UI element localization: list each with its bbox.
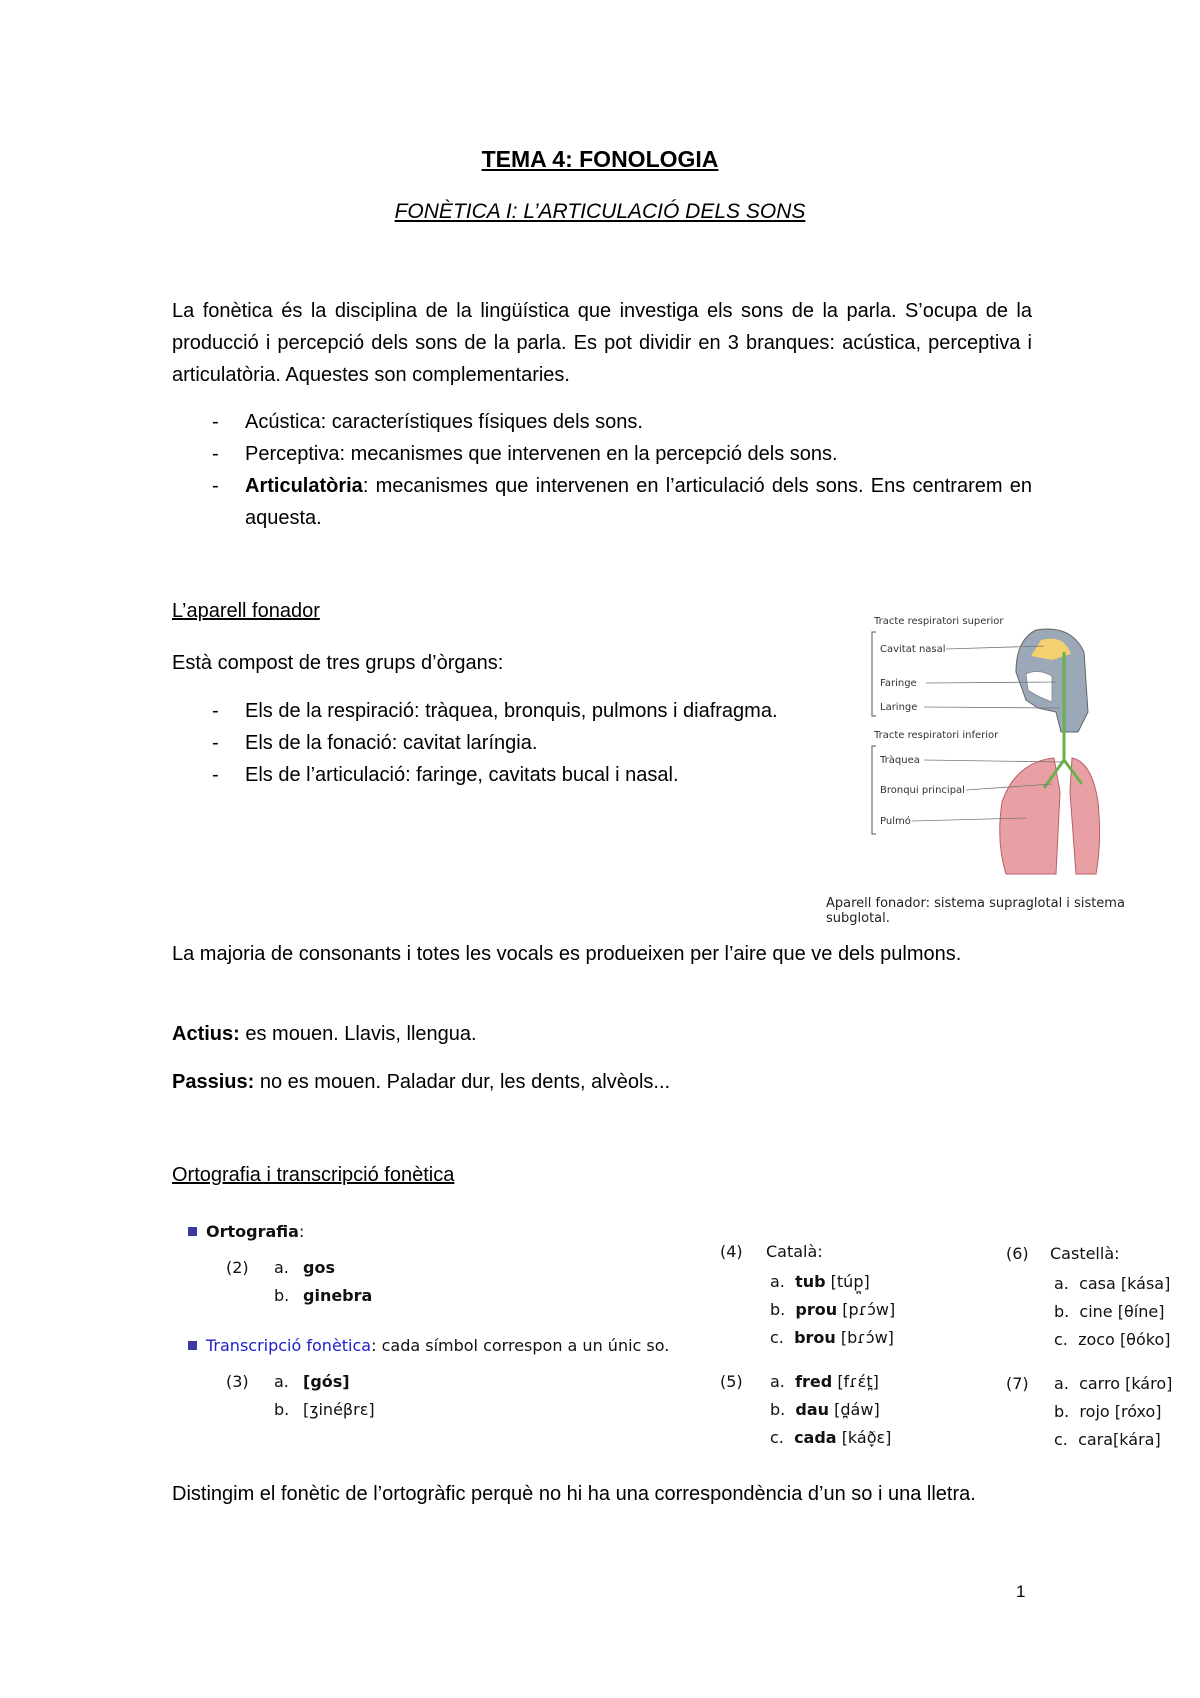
- example-3b-word: [ʒinéβrɛ]: [303, 1400, 375, 1419]
- label-nasal-cavity: Cavitat nasal: [880, 644, 946, 655]
- actius-line: Actius: es mouen. Llavis, llengua.: [172, 1023, 477, 1045]
- example-2a-word: gos: [303, 1258, 335, 1277]
- example-4c: c. brou [bɾɔ́w]: [770, 1328, 894, 1347]
- square-bullet-icon: [188, 1227, 197, 1236]
- bracket-lower: [872, 746, 876, 834]
- page-subtitle: FONÈTICA I: L’ARTICULACIÓ DELS SONS: [394, 200, 806, 223]
- example-5-num: (5): [720, 1372, 743, 1391]
- example-4-num: (4): [720, 1242, 743, 1261]
- example-3-num: (3): [226, 1372, 249, 1391]
- list-item: - Els de l’articulació: faringe, cavitats bucal i nasal.: [212, 764, 679, 786]
- label-larynx: Laringe: [880, 702, 918, 713]
- aparell-lead: Està compost de tres grups d’òrgans:: [172, 652, 504, 674]
- example-5b: b. dau [d̪áw]: [770, 1400, 880, 1419]
- label-pharynx: Faringe: [880, 678, 917, 689]
- list-item: - Acústica: característiques físiques dels sons.: [212, 411, 643, 433]
- passius-line: Passius: no es mouen. Paladar dur, les dents, alvèols...: [172, 1071, 671, 1093]
- list-item: - Els de la respiració: tràquea, bronquis, pulmons i diafragma.: [212, 700, 778, 722]
- example-4b: b. prou [pɾɔ́w]: [770, 1300, 896, 1319]
- intro-paragraph: La fonètica és la disciplina de la lingüística que investiga els sons de la parla. S’ocupa de la producció i percepció dels sons de la parla. Es pot dividir en 3 branques: acústica, perceptiva i articulatòria. Aquestes son complementaries.: [172, 300, 1032, 386]
- section-heading-aparell: L’aparell fonador: [172, 600, 320, 622]
- label-lower-tract: Tracte respiratori inferior: [874, 730, 999, 741]
- example-2b-label: b.: [274, 1286, 290, 1305]
- example-7b: b. rojo [róxo]: [1054, 1402, 1162, 1421]
- example-6a: a. casa [kása]: [1054, 1274, 1171, 1293]
- transcripcio-bullet: Transcripció fonètica: cada símbol correspon a un únic so.: [188, 1336, 669, 1355]
- label-lung: Pulmó: [880, 816, 911, 827]
- example-7a: a. carro [káro]: [1054, 1374, 1173, 1393]
- example-2-num: (2): [226, 1258, 249, 1277]
- square-bullet-icon: [188, 1341, 197, 1350]
- example-6-num: (6): [1006, 1244, 1029, 1263]
- example-3a-word: [gós]: [303, 1372, 350, 1391]
- list-item: - Perceptiva: mecanismes que intervenen en la percepció dels sons.: [212, 443, 838, 465]
- example-2a-label: a.: [274, 1258, 289, 1277]
- example-2b-word: ginebra: [303, 1286, 373, 1305]
- list-item: - Els de la fonació: cavitat laríngia.: [212, 732, 538, 754]
- bracket-upper: [872, 632, 876, 716]
- example-3b-label: b.: [274, 1400, 290, 1419]
- example-5c: c. cada [káð̞ɛ]: [770, 1428, 892, 1447]
- example-4-lang: Català:: [766, 1242, 823, 1261]
- example-7-num: (7): [1006, 1374, 1029, 1393]
- label-upper-tract: Tracte respiratori superior: [874, 616, 1004, 627]
- example-5a: a. fred [fɾɛ́t̪]: [770, 1372, 879, 1391]
- label-bronchus: Bronqui principal: [880, 785, 965, 796]
- organs-list: [172, 695, 809, 791]
- branches-list: [172, 406, 1032, 534]
- aparell-fonador-diagram: [866, 612, 1106, 882]
- example-6b: b. cine [θíne]: [1054, 1302, 1165, 1321]
- example-3a-label: a.: [274, 1372, 289, 1391]
- consonants-paragraph: La majoria de consonants i totes les vocals es produeixen per l’aire que ve dels pulmons.: [172, 943, 962, 965]
- distingim-paragraph: Distingim el fonètic de l’ortogràfic perquè no hi ha una correspondència d’un so i una lletra.: [172, 1483, 976, 1505]
- example-6-lang: Castellà:: [1050, 1244, 1120, 1263]
- list-item: - Articulatòria: mecanismes que intervenen en l’articulació dels sons. Ens centrarem en aquesta.: [212, 475, 1032, 529]
- section-heading-ortografia: Ortografia i transcripció fonètica: [172, 1164, 455, 1186]
- example-7c: c. cara[kára]: [1054, 1430, 1161, 1449]
- ortografia-bullet: Ortografia:: [188, 1222, 304, 1241]
- example-6c: c. zoco [θóko]: [1054, 1330, 1171, 1349]
- figure-caption: Aparell fonador: sistema supraglotal i sistema subglotal.: [826, 896, 1125, 926]
- left-lung-shape: [1000, 758, 1060, 874]
- label-trachea: Tràquea: [880, 755, 920, 766]
- example-4a: a. tub [túp̪]: [770, 1272, 870, 1291]
- page-title: TEMA 4: FONOLOGIA: [481, 146, 719, 172]
- page-number: 1: [1016, 1582, 1026, 1601]
